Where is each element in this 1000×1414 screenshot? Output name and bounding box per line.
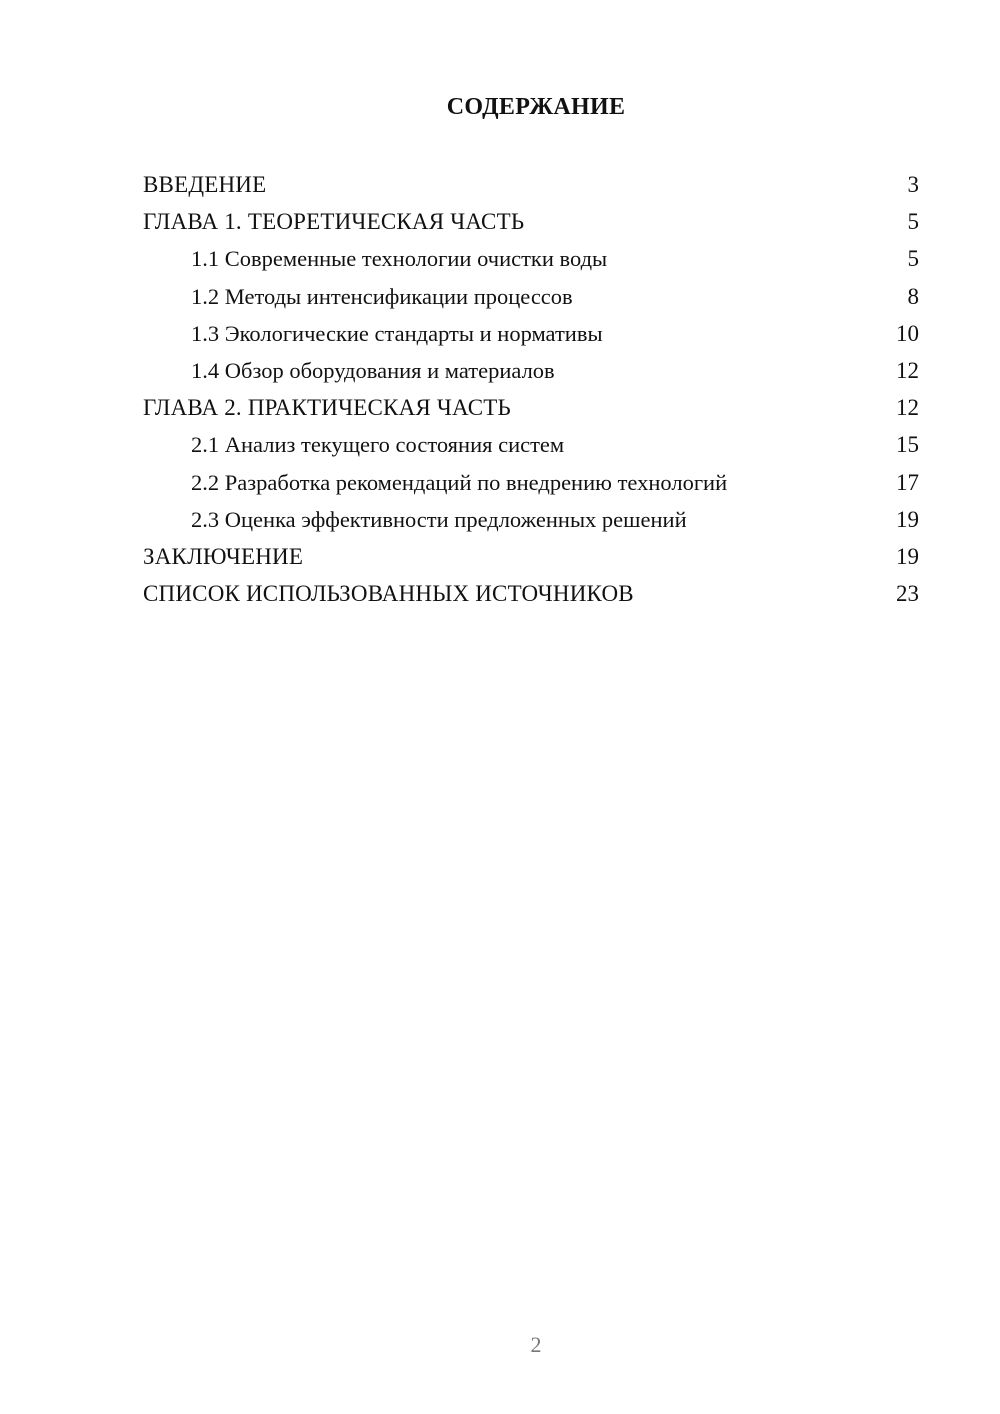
toc-entry-label: ВВЕДЕНИЕ	[143, 172, 267, 197]
page-number: 2	[530, 1332, 542, 1357]
toc-entry-label: 2.1 Анализ текущего состояния систем	[191, 432, 565, 458]
toc-entry-label: ГЛАВА 2. ПРАКТИЧЕСКАЯ ЧАСТЬ	[143, 395, 511, 421]
toc-entry-conclusion[interactable]	[143, 538, 919, 575]
toc-entry-label: 1.2 Методы интенсификации процессов	[191, 283, 573, 309]
toc-entry-page: 15	[896, 432, 919, 458]
toc-entry-label: 2.3 Оценка эффективности предложенных решений	[191, 506, 687, 532]
toc-entry-label: СПИСОК ИСПОЛЬЗОВАННЫХ ИСТОЧНИКОВ	[143, 581, 634, 607]
toc-entry-label: 1.4 Обзор оборудования и материалов	[191, 357, 555, 383]
toc-entry-label: 1.3 Экологические стандарты и нормативы	[191, 320, 603, 346]
toc-entry-page: 3	[907, 172, 919, 197]
toc-entry-label: ЗАКЛЮЧЕНИЕ	[143, 543, 304, 569]
toc-entry-page: 8	[907, 283, 919, 309]
toc-entry-page: 12	[896, 395, 919, 421]
toc-entry-page: 19	[896, 543, 919, 569]
toc-entry-page: 19	[896, 506, 919, 532]
toc-entry-section-1-1[interactable]	[143, 240, 919, 277]
toc-entry-page: 12	[896, 357, 919, 383]
toc-entry-page: 10	[896, 320, 919, 346]
toc-entry-label: ГЛАВА 1. ТЕОРЕТИЧЕСКАЯ ЧАСТЬ	[143, 209, 525, 235]
toc-entry-introduction[interactable]	[143, 166, 919, 203]
toc-entry-section-1-4[interactable]	[143, 352, 919, 389]
table-of-contents	[143, 166, 919, 612]
toc-entry-page: 5	[907, 209, 919, 235]
toc-entry-label: 2.2 Разработка рекомендаций по внедрению технологий	[191, 469, 728, 495]
toc-title: СОДЕРЖАНИЕ	[446, 94, 626, 120]
toc-entry-references[interactable]	[143, 575, 919, 612]
toc-entry-page: 5	[907, 246, 919, 272]
toc-entry-page: 17	[896, 469, 919, 495]
toc-entry-chapter-2[interactable]	[143, 389, 919, 426]
toc-entry-section-1-3[interactable]	[143, 315, 919, 352]
toc-entry-chapter-1[interactable]	[143, 203, 919, 240]
toc-entry-page: 23	[896, 581, 919, 607]
toc-entry-section-2-2[interactable]	[143, 464, 919, 501]
toc-entry-label: 1.1 Современные технологии очистки воды	[191, 246, 608, 272]
toc-entry-section-2-3[interactable]	[143, 501, 919, 538]
toc-entry-section-1-2[interactable]	[143, 278, 919, 315]
toc-entry-section-2-1[interactable]	[143, 426, 919, 463]
